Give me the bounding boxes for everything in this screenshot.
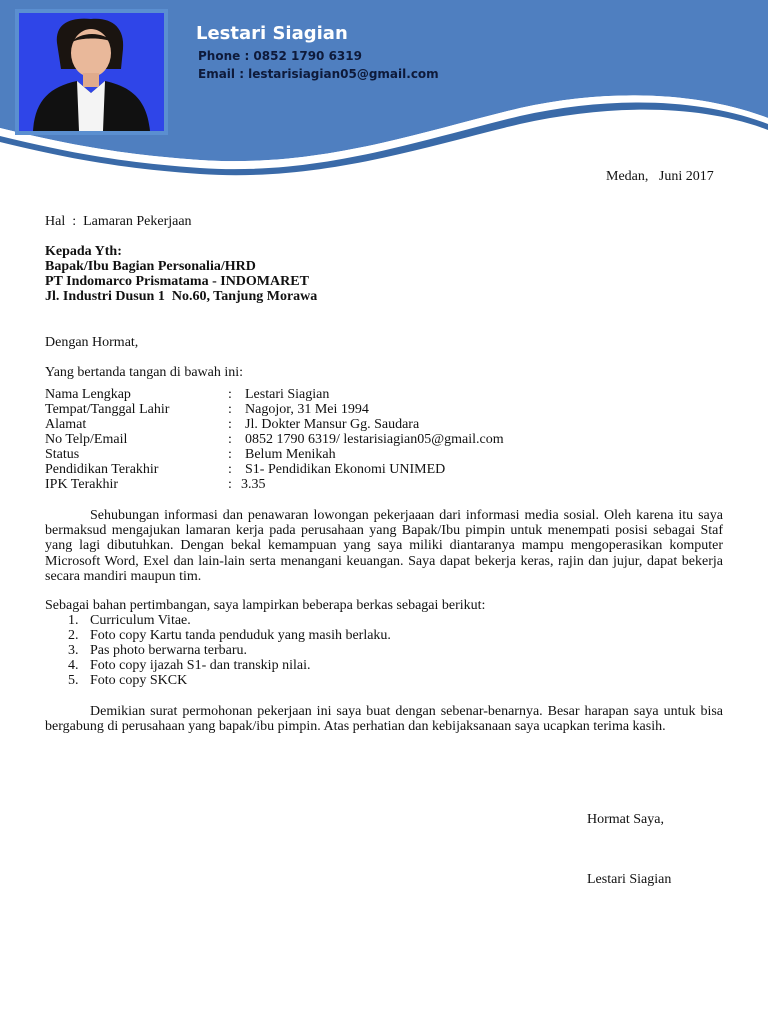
- detail-row: [45, 447, 725, 462]
- list-number: 3.: [68, 643, 79, 658]
- subject-line: Hal : Lamaran Pekerjaan: [45, 214, 192, 229]
- colon: :: [228, 477, 232, 492]
- list-text: Curriculum Vitae.: [90, 613, 191, 628]
- colon: :: [228, 432, 232, 447]
- place-date: Medan, Juni 2017: [606, 169, 714, 184]
- colon: :: [228, 462, 232, 477]
- signatory-name: Lestari Siagian: [587, 872, 672, 887]
- recipient-line: PT Indomarco Prismatama - INDOMARET: [45, 274, 309, 289]
- applicant-name: Lestari Siagian: [196, 23, 348, 44]
- detail-value: Belum Menikah: [245, 447, 336, 462]
- detail-label: Tempat/Tanggal Lahir: [45, 402, 170, 417]
- detail-label: IPK Terakhir: [45, 477, 119, 492]
- detail-value: Lestari Siagian: [245, 387, 330, 402]
- list-text: Foto copy SKCK: [90, 673, 188, 688]
- list-text: Foto copy ijazah S1- dan transkip nilai.: [90, 658, 311, 673]
- detail-label: Nama Lengkap: [45, 387, 131, 402]
- intro-line: Yang bertanda tangan di bawah ini:: [45, 365, 244, 380]
- detail-row: [45, 432, 725, 447]
- contact-phone: Phone : 0852 1790 6319: [198, 49, 362, 63]
- recipient-line: Kepada Yth:: [45, 244, 122, 259]
- detail-row: [45, 417, 725, 432]
- detail-row: [45, 477, 725, 492]
- person-silhouette-icon: [19, 13, 164, 131]
- list-number: 5.: [68, 673, 79, 688]
- detail-label: Status: [45, 447, 80, 462]
- list-number: 1.: [68, 613, 79, 628]
- colon: :: [228, 402, 232, 417]
- contact-email: Email : lestarisiagian05@gmail.com: [198, 67, 439, 81]
- detail-value: 0852 1790 6319/ lestarisiagian05@gmail.com: [245, 432, 504, 447]
- detail-row: [45, 402, 725, 417]
- detail-value: Jl. Dokter Mansur Gg. Saudara: [245, 417, 420, 432]
- attachments-intro: Sebagai bahan pertimbangan, saya lampirkan beberapa berkas sebagai berikut:: [45, 598, 486, 613]
- profile-photo: [19, 13, 164, 131]
- colon: :: [228, 417, 232, 432]
- detail-label: No Telp/Email: [45, 432, 128, 447]
- detail-value: S1- Pendidikan Ekonomi UNIMED: [245, 462, 446, 477]
- recipient-line: Jl. Industri Dusun 1 No.60, Tanjung Morawa: [45, 289, 318, 304]
- greeting: Dengan Hormat,: [45, 335, 139, 350]
- profile-photo-frame: [15, 9, 168, 135]
- list-number: 2.: [68, 628, 79, 643]
- detail-value: Nagojor, 31 Mei 1994: [245, 402, 369, 417]
- list-number: 4.: [68, 658, 79, 673]
- detail-label: Alamat: [45, 417, 87, 432]
- detail-value: 3.35: [241, 477, 266, 492]
- closing-paragraph: Demikian surat permohonan pekerjaan ini saya buat dengan sebenar-benarnya. Besar harapan saya untuk bisa bergabung di perusahaan yang bapak/ibu pimpin. Atas perhatian dan kebijaksanaan saya ucapkan terima kasih.: [45, 704, 723, 735]
- colon: :: [228, 447, 232, 462]
- recipient-line: Bapak/Ibu Bagian Personalia/HRD: [45, 259, 256, 274]
- colon: :: [228, 387, 232, 402]
- body-paragraph: Sehubungan informasi dan penawaran lowongan pekerjaaan dari informasi media sosial. Oleh karena itu saya bermaksud mengajukan lamaran kerja pada perusahaan yang Bapak/Ibu pimpin untuk menempati posisi sebagai Staf yang lagi dibutuhkan. Dengan bekal kemampuan yang saya miliki diantaranya mampu mengoperasikan komputer Microsoft Word, Exel dan lain-lain serta menangani keuangan. Saya dapat bekerja keras, rajin dan jujur, dapat bekerja secara mandiri maupun tim.: [45, 508, 723, 584]
- detail-row: [45, 387, 725, 402]
- detail-label: Pendidikan Terakhir: [45, 462, 159, 477]
- sign-off: Hormat Saya,: [587, 812, 664, 827]
- list-text: Pas photo berwarna terbaru.: [90, 643, 248, 658]
- detail-row: [45, 462, 725, 477]
- list-text: Foto copy Kartu tanda penduduk yang masih berlaku.: [90, 628, 391, 643]
